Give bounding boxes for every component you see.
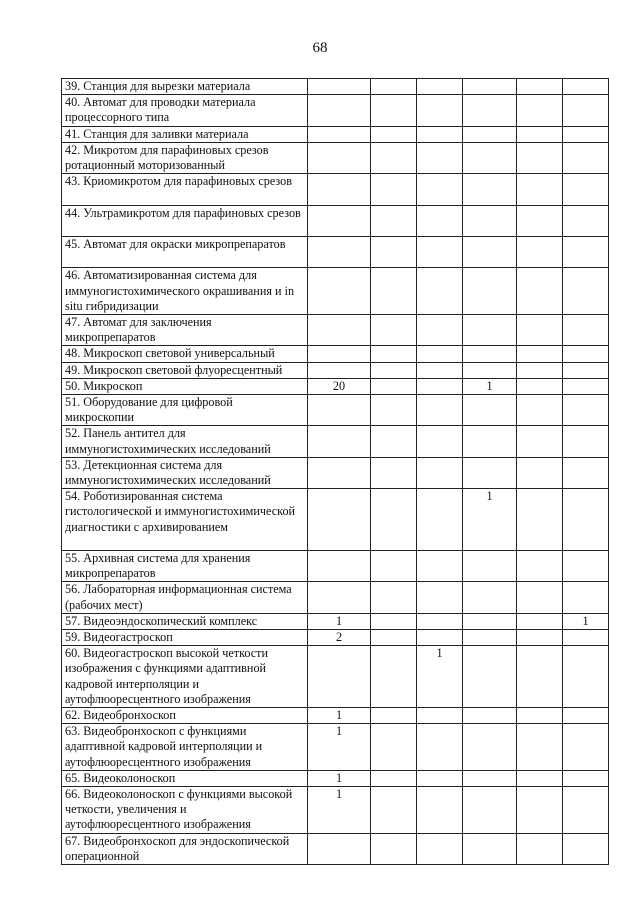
quantity-cell: [417, 770, 463, 786]
equipment-name-cell: 54. Роботизированная система гистологической и иммуногистохимической диагностики с архивированием: [62, 489, 308, 551]
quantity-cell: [371, 395, 417, 426]
quantity-cell: [417, 95, 463, 126]
quantity-cell: [517, 708, 563, 724]
quantity-cell: [371, 174, 417, 205]
quantity-cell: [371, 708, 417, 724]
quantity-cell: [463, 770, 517, 786]
quantity-cell: [563, 457, 609, 488]
quantity-cell: [308, 489, 371, 551]
quantity-cell: [371, 315, 417, 346]
quantity-cell: [463, 362, 517, 378]
quantity-cell: [371, 630, 417, 646]
quantity-cell: [563, 708, 609, 724]
quantity-cell: 1: [308, 613, 371, 629]
quantity-cell: [371, 95, 417, 126]
quantity-cell: [563, 551, 609, 582]
table-row: [62, 95, 609, 126]
quantity-cell: [563, 378, 609, 394]
equipment-name-cell: 55. Архивная система для хранения микропрепаратов: [62, 551, 308, 582]
table-row: [62, 315, 609, 346]
quantity-cell: 1: [463, 489, 517, 551]
equipment-name-cell: 48. Микроскоп световой универсальный: [62, 346, 308, 362]
equipment-name-cell: 39. Станция для вырезки материала: [62, 79, 308, 95]
quantity-cell: [463, 142, 517, 173]
quantity-cell: [371, 426, 417, 457]
equipment-name-cell: 47. Автомат для заключения микропрепаратов: [62, 315, 308, 346]
quantity-cell: [517, 613, 563, 629]
quantity-cell: [463, 205, 517, 236]
quantity-cell: [517, 724, 563, 771]
quantity-cell: [463, 126, 517, 142]
quantity-cell: [308, 346, 371, 362]
quantity-cell: [371, 613, 417, 629]
quantity-cell: [563, 142, 609, 173]
quantity-cell: 2: [308, 630, 371, 646]
quantity-cell: [417, 613, 463, 629]
quantity-cell: [517, 174, 563, 205]
quantity-cell: [417, 708, 463, 724]
quantity-cell: [371, 724, 417, 771]
equipment-name-cell: 53. Детекционная система для иммуногистохимических исследований: [62, 457, 308, 488]
quantity-cell: [563, 237, 609, 268]
quantity-cell: [417, 582, 463, 613]
quantity-cell: [563, 582, 609, 613]
quantity-cell: [463, 95, 517, 126]
quantity-cell: [371, 205, 417, 236]
table-row: [62, 457, 609, 488]
quantity-cell: [517, 378, 563, 394]
quantity-cell: [417, 268, 463, 315]
quantity-cell: [371, 268, 417, 315]
table-row: [62, 174, 609, 205]
quantity-cell: [371, 457, 417, 488]
quantity-cell: 1: [308, 770, 371, 786]
quantity-cell: [463, 833, 517, 864]
equipment-name-cell: 59. Видеогастроскоп: [62, 630, 308, 646]
quantity-cell: [517, 457, 563, 488]
equipment-name-cell: 65. Видеоколоноскоп: [62, 770, 308, 786]
quantity-cell: [371, 346, 417, 362]
equipment-name-cell: 60. Видеогастроскоп высокой четкости изображения с функциями адаптивной кадровой интерполяции и аутофлюоресцентного изображения: [62, 646, 308, 708]
quantity-cell: [563, 126, 609, 142]
quantity-cell: [371, 126, 417, 142]
quantity-cell: [517, 426, 563, 457]
quantity-cell: [563, 426, 609, 457]
quantity-cell: [463, 395, 517, 426]
quantity-cell: [417, 426, 463, 457]
quantity-cell: [517, 489, 563, 551]
quantity-cell: [417, 126, 463, 142]
table-row: [62, 551, 609, 582]
equipment-name-cell: 45. Автомат для окраски микропрепаратов: [62, 237, 308, 268]
quantity-cell: [463, 174, 517, 205]
quantity-cell: [308, 142, 371, 173]
quantity-cell: [308, 551, 371, 582]
quantity-cell: 1: [417, 646, 463, 708]
quantity-cell: [463, 646, 517, 708]
quantity-cell: [563, 395, 609, 426]
table-row: [62, 426, 609, 457]
quantity-cell: [563, 174, 609, 205]
quantity-cell: [417, 174, 463, 205]
quantity-cell: [563, 346, 609, 362]
quantity-cell: [563, 787, 609, 834]
quantity-cell: [308, 395, 371, 426]
quantity-cell: [563, 770, 609, 786]
quantity-cell: 1: [563, 613, 609, 629]
equipment-name-cell: 66. Видеоколоноскоп с функциями высокой четкости, увеличения и аутофлюоресцентного изображения: [62, 787, 308, 834]
quantity-cell: 1: [463, 378, 517, 394]
quantity-cell: [308, 833, 371, 864]
table-row: [62, 770, 609, 786]
quantity-cell: [371, 362, 417, 378]
quantity-cell: [563, 268, 609, 315]
quantity-cell: [371, 489, 417, 551]
table-row: [62, 833, 609, 864]
equipment-name-cell: 46. Автоматизированная система для иммуногистохимического окрашивания и in situ гибридизации: [62, 268, 308, 315]
quantity-cell: 1: [308, 724, 371, 771]
equipment-name-cell: 41. Станция для заливки материала: [62, 126, 308, 142]
quantity-cell: [517, 833, 563, 864]
equipment-name-cell: 40. Автомат для проводки материала процессорного типа: [62, 95, 308, 126]
quantity-cell: [308, 426, 371, 457]
quantity-cell: [517, 205, 563, 236]
quantity-cell: 1: [308, 708, 371, 724]
quantity-cell: [417, 630, 463, 646]
page-number: 68: [312, 40, 328, 56]
quantity-cell: [463, 551, 517, 582]
quantity-cell: [308, 582, 371, 613]
quantity-cell: [517, 346, 563, 362]
table-row: [62, 630, 609, 646]
table-row: [62, 205, 609, 236]
quantity-cell: 1: [308, 787, 371, 834]
quantity-cell: [308, 174, 371, 205]
quantity-cell: [463, 79, 517, 95]
quantity-cell: [308, 268, 371, 315]
quantity-cell: [417, 315, 463, 346]
equipment-name-cell: 51. Оборудование для цифровой микроскопии: [62, 395, 308, 426]
quantity-cell: [517, 79, 563, 95]
quantity-cell: [308, 362, 371, 378]
quantity-cell: [417, 551, 463, 582]
quantity-cell: [371, 378, 417, 394]
quantity-cell: [463, 613, 517, 629]
table-row: [62, 142, 609, 173]
table-row: [62, 346, 609, 362]
table-row: [62, 237, 609, 268]
quantity-cell: [417, 79, 463, 95]
quantity-cell: [308, 646, 371, 708]
quantity-cell: [463, 787, 517, 834]
equipment-name-cell: 57. Видеоэндоскопический комплекс: [62, 613, 308, 629]
quantity-cell: [371, 551, 417, 582]
quantity-cell: [517, 126, 563, 142]
quantity-cell: [463, 630, 517, 646]
quantity-cell: [417, 142, 463, 173]
quantity-cell: [463, 457, 517, 488]
table-row: [62, 268, 609, 315]
quantity-cell: [371, 833, 417, 864]
quantity-cell: [417, 237, 463, 268]
quantity-cell: [517, 142, 563, 173]
quantity-cell: [463, 582, 517, 613]
quantity-cell: [417, 457, 463, 488]
quantity-cell: [517, 582, 563, 613]
quantity-cell: [417, 489, 463, 551]
quantity-cell: [371, 770, 417, 786]
quantity-cell: [517, 237, 563, 268]
equipment-name-cell: 63. Видеобронхоскоп с функциями адаптивной кадровой интерполяции и аутофлюоресцентного изображения: [62, 724, 308, 771]
quantity-cell: [308, 205, 371, 236]
quantity-cell: [463, 708, 517, 724]
equipment-name-cell: 62. Видеобронхоскоп: [62, 708, 308, 724]
quantity-cell: [417, 362, 463, 378]
quantity-cell: [563, 79, 609, 95]
quantity-cell: [563, 724, 609, 771]
equipment-name-cell: 49. Микроскоп световой флуоресцентный: [62, 362, 308, 378]
quantity-cell: [517, 95, 563, 126]
quantity-cell: [517, 268, 563, 315]
quantity-cell: [563, 205, 609, 236]
equipment-name-cell: 52. Панель антител для иммуногистохимических исследований: [62, 426, 308, 457]
quantity-cell: [371, 582, 417, 613]
equipment-name-cell: 56. Лабораторная информационная система (рабочих мест): [62, 582, 308, 613]
table-row: [62, 646, 609, 708]
quantity-cell: [371, 237, 417, 268]
quantity-cell: 20: [308, 378, 371, 394]
quantity-cell: [517, 362, 563, 378]
table-row: [62, 79, 609, 95]
table-row: [62, 724, 609, 771]
quantity-cell: [417, 787, 463, 834]
table-row: [62, 395, 609, 426]
quantity-cell: [417, 378, 463, 394]
quantity-cell: [308, 126, 371, 142]
quantity-cell: [517, 770, 563, 786]
quantity-cell: [417, 833, 463, 864]
quantity-cell: [417, 395, 463, 426]
quantity-cell: [308, 457, 371, 488]
quantity-cell: [563, 315, 609, 346]
table-row: [62, 489, 609, 551]
quantity-cell: [417, 346, 463, 362]
quantity-cell: [463, 724, 517, 771]
equipment-name-cell: 43. Криомикротом для парафиновых срезов: [62, 174, 308, 205]
quantity-cell: [371, 79, 417, 95]
quantity-cell: [417, 724, 463, 771]
equipment-table: [61, 78, 609, 865]
quantity-cell: [308, 95, 371, 126]
quantity-cell: [371, 646, 417, 708]
quantity-cell: [563, 630, 609, 646]
quantity-cell: [517, 395, 563, 426]
quantity-cell: [563, 646, 609, 708]
table-row: [62, 582, 609, 613]
quantity-cell: [563, 489, 609, 551]
quantity-cell: [417, 205, 463, 236]
quantity-cell: [463, 315, 517, 346]
quantity-cell: [563, 362, 609, 378]
table-row: [62, 378, 609, 394]
quantity-cell: [371, 787, 417, 834]
quantity-cell: [308, 79, 371, 95]
quantity-cell: [371, 142, 417, 173]
equipment-name-cell: 44. Ультрамикротом для парафиновых срезов: [62, 205, 308, 236]
quantity-cell: [517, 787, 563, 834]
table-row: [62, 126, 609, 142]
table-row: [62, 708, 609, 724]
equipment-name-cell: 50. Микроскоп: [62, 378, 308, 394]
quantity-cell: [463, 268, 517, 315]
quantity-cell: [563, 95, 609, 126]
quantity-cell: [463, 426, 517, 457]
quantity-cell: [463, 346, 517, 362]
table-row: [62, 362, 609, 378]
quantity-cell: [563, 833, 609, 864]
quantity-cell: [308, 237, 371, 268]
quantity-cell: [308, 315, 371, 346]
quantity-cell: [517, 551, 563, 582]
table-row: [62, 787, 609, 834]
quantity-cell: [517, 315, 563, 346]
equipment-name-cell: 42. Микротом для парафиновых срезов ротационный моторизованный: [62, 142, 308, 173]
quantity-cell: [517, 646, 563, 708]
table-row: [62, 613, 609, 629]
equipment-name-cell: 67. Видеобронхоскоп для эндоскопической операционной: [62, 833, 308, 864]
quantity-cell: [517, 630, 563, 646]
quantity-cell: [463, 237, 517, 268]
